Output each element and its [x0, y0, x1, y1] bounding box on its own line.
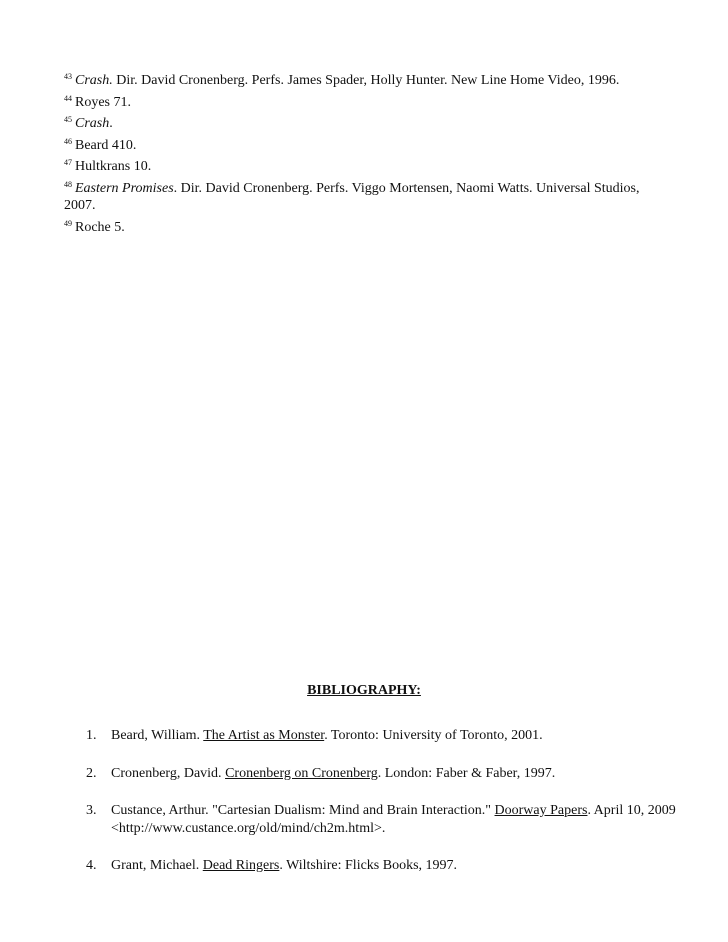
footnote-number: 44 [64, 93, 72, 103]
footnote [64, 90, 670, 112]
footnote [64, 215, 670, 237]
entry-details: . London: Faber & Faber, 1997. [377, 765, 556, 781]
entry-details: . Wiltshire: Flicks Books, 1997. [279, 858, 458, 873]
footnote-italic: Eastern Promises [75, 180, 174, 196]
entry-title: Cronenberg on Cronenberg [225, 765, 378, 781]
footnote [64, 154, 670, 176]
entry-title: Doorway Papers [494, 803, 588, 818]
footnote-text: Roche 5. [75, 219, 125, 235]
entry-author: Grant, Michael. [111, 858, 203, 873]
entry-number: 3. [86, 803, 97, 818]
bibliography-entry [86, 765, 676, 783]
footnote-italic: Crash [75, 116, 110, 131]
footnote-number: 48 [64, 179, 72, 189]
entry-author: Cronenberg, David. [111, 765, 226, 781]
footnote-number: 45 [64, 115, 72, 124]
footnote-number: 49 [64, 218, 72, 228]
footnote [64, 176, 670, 215]
entry-author: Beard, William. [111, 728, 204, 743]
footnote-text: Royes 71. [75, 94, 131, 110]
entry-details: . April 10, 2009 <http://www.custance.org/old/mind/ch2m.html>. [111, 803, 676, 836]
footnote-text: . Dir. David Cronenberg. Perfs. Viggo Mortensen, Naomi Watts. Universal Studios, 2007. [64, 180, 640, 213]
bibliography-list [86, 727, 676, 895]
entry-number: 2. [86, 765, 97, 781]
entry-title: The Artist as Monster [203, 728, 325, 743]
bibliography-entry [86, 857, 676, 875]
footnote-text: . [109, 116, 113, 131]
footnote-number: 47 [64, 158, 72, 167]
entry-number: 4. [86, 858, 97, 873]
entry-number: 1. [86, 728, 97, 743]
entry-title: Dead Ringers [202, 858, 280, 873]
footnote-number: 43 [64, 72, 72, 81]
footnotes [64, 68, 670, 236]
footnote [64, 133, 670, 155]
bibliography-entry [86, 727, 676, 745]
bibliography-entry [86, 802, 676, 837]
footnote [64, 111, 670, 133]
footnote-text: Hultkrans 10. [75, 159, 152, 174]
entry-author: Custance, Arthur. "Cartesian Dualism: Mind and Brain Interaction." [111, 803, 495, 818]
footnote-text: Beard 410. [75, 137, 137, 153]
footnote-text: Dir. David Cronenberg. Perfs. James Spader, Holly Hunter. New Line Home Video, 1996. [112, 73, 620, 88]
bibliography-title: BIBLIOGRAPHY: [307, 683, 421, 698]
entry-details: . Toronto: University of Toronto, 2001. [324, 728, 543, 743]
footnote-italic: Crash. [75, 73, 113, 88]
footnote [64, 68, 670, 90]
footnote-number: 46 [64, 136, 72, 146]
